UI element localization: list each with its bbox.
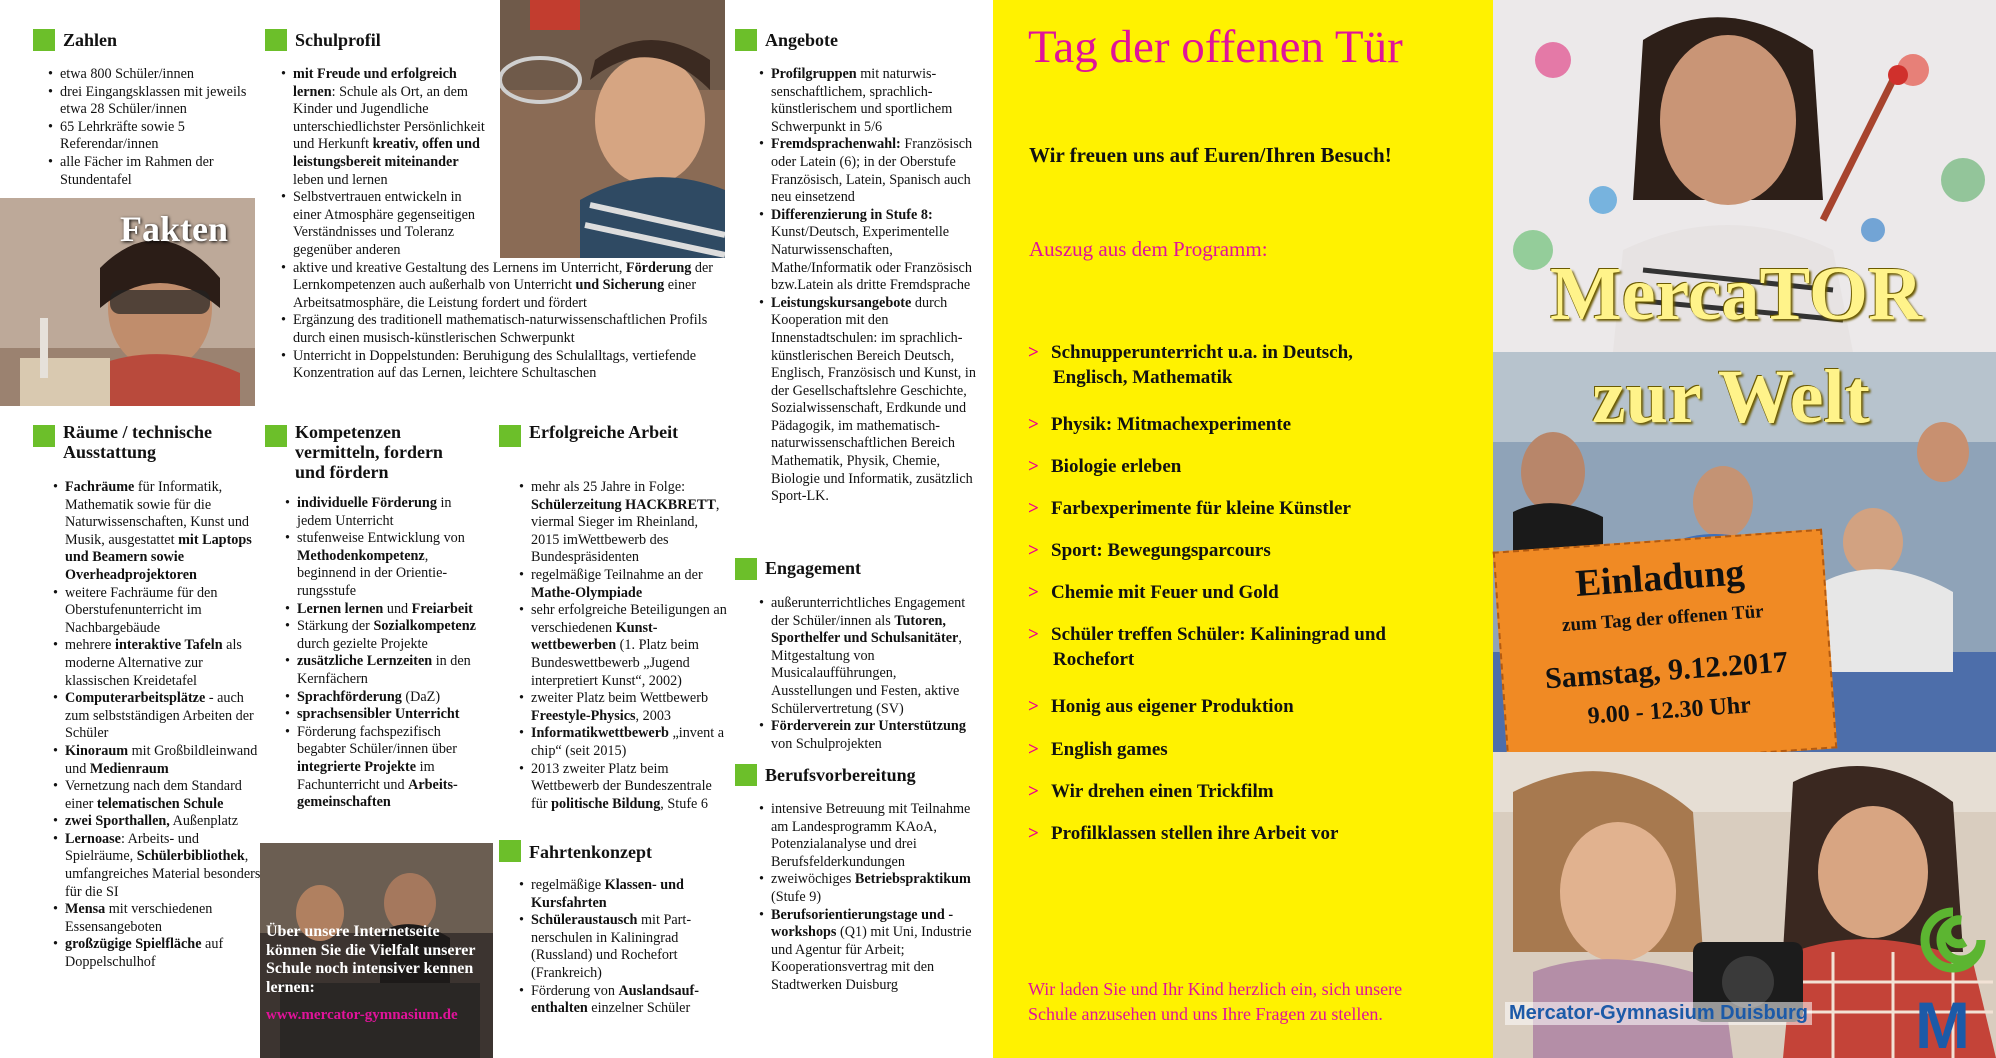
list-item: • Leistungskursangebote durch Kooperation mit den Innenstadtschulen: im sprachlich-künstlerischen Bereich Deutsch, Englisch, Französisch und Kunst, in der Gesellschaftslehre Geschichte, Sozialwissenschaft, Erdkunde und Pädagogik, im mathematisch-naturwissenschaftlichen Bereich Mathematik, Physik, Chemie, Biologie und Informatik, zusätzlich Sport-LK. xyxy=(759,295,977,506)
list-item: • Unterricht in Doppelstunden: Beruhigung des Schulalltags, vertiefende Konzentration auf das Lernen, leichtere Schultaschen xyxy=(281,348,721,383)
school-logo-icon xyxy=(1913,902,1993,1052)
list-item: • Differenzierung in Stufe 8: Kunst/Deutsch, Experimentelle Naturwissenschaften, Mathe/Informatik oder Französisch bzw.Latein als dritte Fremdsprache xyxy=(759,207,977,295)
arrow-icon: > xyxy=(1028,781,1039,802)
list-item: • mit Freude und erfolgreich lernen: Schule als Ort, an dem Kinder und Jugendliche unterschiedlichster Persönlichkeit und Herkunft kreativ, offen und leistungsbereit miteinander leben und lernen xyxy=(281,66,486,189)
list-item: • Kinoraum mit Großbildleinwand und Medienraum xyxy=(53,743,263,778)
list-item: • zweiter Platz beim Wettbewerb Freestyle-Physics, 2003 xyxy=(519,690,729,725)
invite-text: Wir laden Sie und Ihr Kind herzlich ein, sich unsere Schule anzusehen und uns Ihre Fragen zu stellen. xyxy=(1028,979,1403,1024)
list-item: • regelmäßige Klassen- und Kursfahrten xyxy=(519,877,729,912)
internet-box xyxy=(260,843,493,1058)
list-erfolg xyxy=(519,479,729,813)
programm-item: > Honig aus eigener Produktion xyxy=(1028,696,1294,717)
list-item: • Vernetzung nach dem Standard einer telematischen Schule xyxy=(53,778,263,813)
cover-photo-bottom xyxy=(1493,752,1996,1058)
section-marker-icon xyxy=(735,764,757,786)
list-item: • Mensa mit verschiedenen Essensangeboten xyxy=(53,901,263,936)
internet-text: Über unsere Internetseite können Sie die Vielfalt unserer Schule noch intensiver kennen lernen: xyxy=(266,923,476,996)
einladung-sub: zum Tag der offenen Tür xyxy=(1561,601,1765,637)
list-item: • aktive und kreative Gestaltung des Lernens im Unterricht, Förderung der Lernkompetenzen auch außerhalb von Unterricht und Sicherung einer Arbeitsatmosphäre, die Leistung fordert und fördert xyxy=(281,260,721,313)
einladung-heading: Einladung xyxy=(1574,551,1746,606)
heading-kompetenzen: Kompetenzen vermitteln, fordern und fördern xyxy=(295,422,443,482)
event-time: 9.00 - 12.30 Uhr xyxy=(1586,692,1752,730)
heading-raeume: Räume / technische Ausstattung xyxy=(63,422,212,462)
list-fahrten xyxy=(519,877,729,1018)
invitation-card xyxy=(1493,529,1838,771)
list-item: • weitere Fachräume für den Oberstufenunterricht im Nachbargebäude xyxy=(53,585,263,638)
list-item: • Informatikwettbewerb „invent a chip“ (seit 2015) xyxy=(519,725,729,760)
list-item: • Förderung von Auslandsaufenthalten einzelner Schüler xyxy=(519,983,729,1018)
list-item: • stufenweise Entwicklung von Methodenkompetenz, beginnend in der Orientierungsstufe xyxy=(285,530,485,600)
list-item: • sprachsensibler Unterricht xyxy=(285,706,485,724)
list-item: • alle Fächer im Rahmen der Stundentafel xyxy=(48,154,263,189)
programm-item: > Physik: Mitmachexperimente xyxy=(1028,414,1292,435)
list-item: • Schüleraustausch mit Partnerschulen in Kaliningrad (Russland) und Rochefort (Frankreich) xyxy=(519,912,729,982)
arrow-icon: > xyxy=(1028,696,1039,717)
list-beruf xyxy=(759,801,977,995)
programm-item: > Chemie mit Feuer und Gold xyxy=(1028,582,1279,603)
list-item: • Selbstvertrauen entwickeln in einer Atmosphäre gegenseitigen Verständnisses und Toleranz gegenüber anderen xyxy=(281,189,486,259)
list-item: • Lernoase: Arbeits- und Spielräume, Schülerbibliothek, umfangreiches Material besonders für die SI xyxy=(53,831,263,901)
list-angebote xyxy=(759,66,977,506)
arrow-icon: > xyxy=(1028,342,1039,363)
list-item: • sehr erfolgreiche Beteiligungen an verschiedenen Kunstwettbewerben (1. Platz beim Bundeswettbewerb „Jugend interpretiert Kunst“, 2002) xyxy=(519,602,729,690)
heading-engagement: Engagement xyxy=(765,558,861,578)
arrow-icon: > xyxy=(1028,823,1039,844)
list-item: • etwa 800 Schüler/innen xyxy=(48,66,263,84)
merca-title: MercaTOR xyxy=(1550,252,1923,336)
heading-schulprofil: Schulprofil xyxy=(295,30,381,50)
website-link[interactable]: www.mercator-gymnasium.de xyxy=(266,1007,458,1023)
programm-item: > Wir drehen einen Trickfilm xyxy=(1028,781,1274,802)
list-item: • 65 Lehrkräfte sowie 5 Referendar/innen xyxy=(48,119,263,154)
list-item: • Fachräume für Informatik, Mathematik sowie für die Naturwissenschaften, Kunst und Musik, ausgestattet mit Laptops und Beamern sowie Overheadprojektoren xyxy=(53,479,263,585)
svg-text:M: M xyxy=(1915,988,1970,1052)
zur-welt-title: zur Welt xyxy=(1592,355,1870,439)
list-item: • intensive Betreuung mit Teilnahme am Landesprogramm KAoA, Potenzialanalyse und drei Berufsfelderkundungen xyxy=(759,801,977,871)
heading-berufsvorbereitung: Berufsvorbereitung xyxy=(765,765,916,785)
list-engagement xyxy=(759,595,977,753)
list-item: • 2013 zweiter Platz beim Wettbewerb der Bundeszentrale für politische Bildung, Stufe 6 xyxy=(519,761,729,814)
list-item: • Förderverein zur Unterstützung von Schulprojekten xyxy=(759,718,977,753)
list-item: • Lernen lernen und Freiarbeit xyxy=(285,601,485,619)
list-raeume xyxy=(53,479,263,972)
list-item: • mehrere interaktive Tafeln als moderne Alternative zur klassischen Kreidetafel xyxy=(53,637,263,690)
list-item: • Computerarbeitsplätze - auch zum selbstständigen Arbeiten der Schüler xyxy=(53,690,263,743)
arrow-icon: > xyxy=(1028,582,1039,603)
heading-erfolgreiche-arbeit: Erfolgreiche Arbeit xyxy=(529,422,679,442)
list-item: • zwei Sporthallen, Außenplatz xyxy=(53,813,263,831)
list-item: • Ergänzung des traditionell mathematisch-naturwissenschaftlichen Profils durch einen musisch-künstlerischen Schwerpunkt xyxy=(281,312,721,347)
list-kompetenzen xyxy=(285,495,485,812)
list-item: • Stärkung der Sozialkompetenz durch gezielte Projekte xyxy=(285,618,485,653)
list-item: • drei Eingangsklassen mit jeweils etwa 28 Schüler/innen xyxy=(48,84,263,119)
section-marker-icon xyxy=(33,29,55,51)
programm-item: > Farbexperimente für kleine Künstler xyxy=(1028,498,1351,519)
fakten-label: Fakten xyxy=(120,209,228,249)
list-item: • Fremdsprachenwahl: Französisch oder Latein (6); in der Oberstufe Französisch, Latein, Spanisch auch neu einsetzend xyxy=(759,136,977,206)
list-item: • Berufsorientierungstage und -workshops (Q1) mit Uni, Industrie und Agentur für Arbeit; Kooperationsvertrag mit den Stadtwerken Duisburg xyxy=(759,907,977,995)
arrow-icon: > xyxy=(1028,498,1039,519)
event-date: Samstag, 9.12.2017 xyxy=(1543,645,1789,696)
section-marker-icon xyxy=(499,840,521,862)
list-item: • Förderung fachspezifisch begabter Schüler/innen über integrierte Projekte im Fachunterricht und Arbeitsgemeinschaften xyxy=(285,724,485,812)
programm-item: > English games xyxy=(1028,739,1168,760)
welcome-text: Wir freuen uns auf Euren/Ihren Besuch! xyxy=(1029,143,1392,167)
arrow-icon: > xyxy=(1028,540,1039,561)
list-item: • individuelle Förderung in jedem Unterricht xyxy=(285,495,485,530)
arrow-icon: > xyxy=(1028,414,1039,435)
programm-item: > Schüler treffen Schüler: Kaliningrad und Rochefort xyxy=(1028,624,1386,670)
list-item: • Sprachförderung (DaZ) xyxy=(285,689,485,707)
heading-angebote: Angebote xyxy=(765,30,838,50)
section-marker-icon xyxy=(735,558,757,580)
fakten-photo xyxy=(0,198,255,406)
heading-zahlen: Zahlen xyxy=(63,30,118,50)
list-item: • Profilgruppen mit naturwissenschaftlichem, sprachlich-künstlerischem und sportlichem Schwerpunkt in 5/6 xyxy=(759,66,977,136)
programm-item: > Profilklassen stellen ihre Arbeit vor xyxy=(1028,823,1339,844)
list-item: • mehr als 25 Jahre in Folge: Schülerzeitung HACKBRETT, viermal Sieger im Rheinland, 2015 imWettbewerb des Bundespräsidenten xyxy=(519,479,729,567)
programm-label: Auszug aus dem Programm: xyxy=(1029,237,1268,261)
list-schulprofil xyxy=(281,66,721,383)
list-zahlen xyxy=(48,66,263,189)
arrow-icon: > xyxy=(1028,624,1039,645)
section-marker-icon xyxy=(735,29,757,51)
list-item: • großzügige Spielfläche auf Doppelschulhof xyxy=(53,936,263,971)
list-item: • außerunterrichtliches Engagement der Schüler/innen als Tutoren, Sporthelfer und Schulsanitäter, Mitgestaltung von Musicalaufführungen, Ausstellungen und Festen, aktive Schülervertretung (SV) xyxy=(759,595,977,718)
list-item: • regelmäßige Teilnahme an der Mathe-Olympiade xyxy=(519,567,729,602)
list-item: • zweiwöchiges Betriebspraktikum (Stufe 9) xyxy=(759,871,977,906)
section-marker-icon xyxy=(33,425,55,447)
arrow-icon: > xyxy=(1028,739,1039,760)
section-marker-icon xyxy=(499,425,521,447)
programm-item: > Biologie erleben xyxy=(1028,456,1182,477)
arrow-icon: > xyxy=(1028,456,1039,477)
list-item: • zusätzliche Lernzeiten in den Kernfächern xyxy=(285,653,485,688)
school-name: Mercator-Gymnasium Duisburg xyxy=(1505,1002,1812,1025)
programm-item: > Schnupperunterricht u.a. in Deutsch, Englisch, Mathematik xyxy=(1028,342,1353,388)
section-marker-icon xyxy=(265,29,287,51)
section-marker-icon xyxy=(265,425,287,447)
programm-item: > Sport: Bewegungsparcours xyxy=(1028,540,1271,561)
panel-title: Tag der offenen Tür xyxy=(1028,21,1403,73)
heading-fahrtenkonzept: Fahrtenkonzept xyxy=(529,842,652,862)
